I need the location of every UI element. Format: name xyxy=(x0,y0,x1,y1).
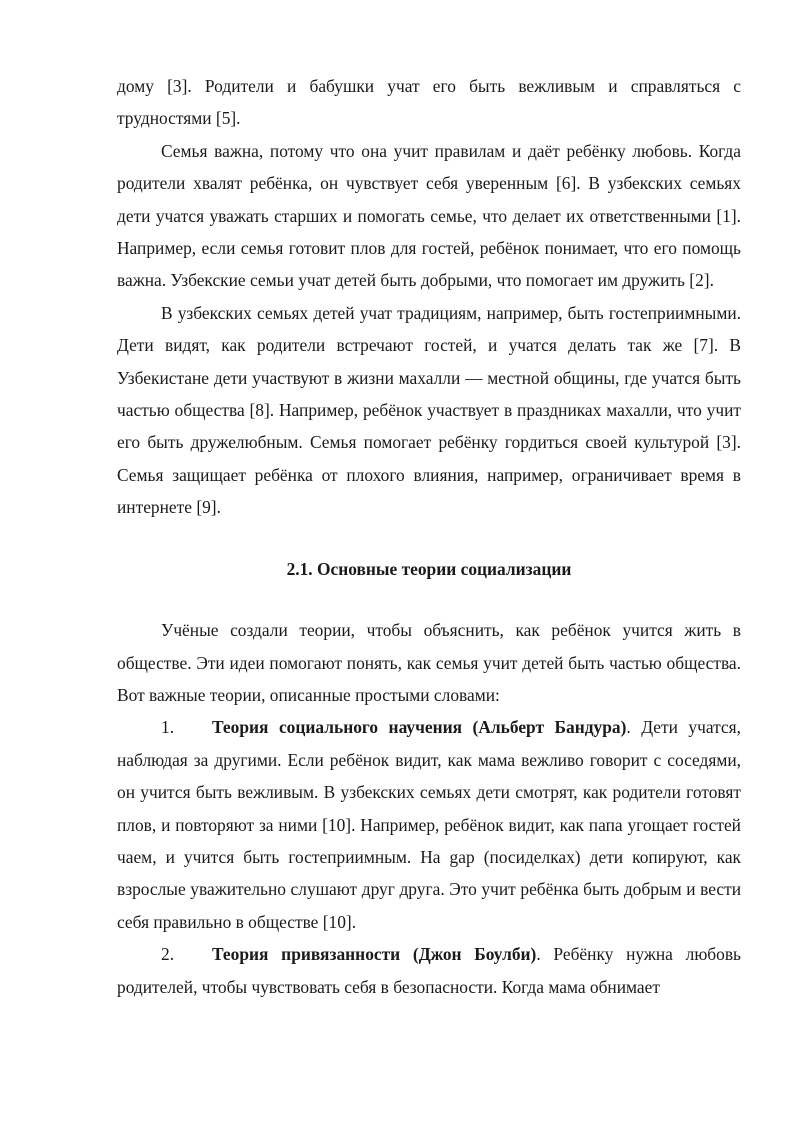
theory-text: . Ребёнку нужна любовь родителей, чтобы чувствовать себя в безопасности. Когда мама обнимает xyxy=(117,944,741,997)
section-heading: 2.1. Основные теории социализации xyxy=(286,558,572,579)
paragraph-continuation: дому [3]. Родители и бабушки учат его быть вежливым и справляться с трудностями [5]. xyxy=(117,76,741,129)
theory-item-social-learning xyxy=(117,711,741,938)
theory-item-attachment xyxy=(117,938,741,1003)
paragraph-intro: Учёные создали теории, чтобы объяснить, как ребёнок учится жить в обществе. Эти идеи помогают понять, как семья учит детей быть частью общества. Вот важные теории, описанные простыми словами: xyxy=(117,620,741,705)
theory-title: Теория привязанности (Джон Боулби) xyxy=(212,944,537,965)
theory-title: Теория социального научения (Альберт Бандура) xyxy=(212,717,627,738)
list-number: 1. xyxy=(161,717,175,738)
paragraph-traditions: В узбекских семьях детей учат традициям, например, быть гостеприимными. Дети видят, как родители встречают гостей, и учатся делать так же [7]. В Узбекистане дети участвуют в жизни махалли — местной общины, где учатся быть частью общества [8]. Например, ребёнок участвует в праздниках махалли, что учит его быть дружелюбным. Семья помогает ребёнку гордиться своей культурой [3]. Семья защищает ребёнка от плохого влияния, например, ограничивает время в интернете [9]. xyxy=(117,302,741,518)
theory-text: . Дети учатся, наблюдая за другими. Если ребёнок видит, как мама вежливо говорит с соседями, он учится быть вежливым. В узбекских семьях дети смотрят, как родители готовят плов, и повторяют за ними [10]. Например, ребёнок видит, как папа угощает гостей чаем, и учится быть гостеприимным. На gap (посиделках) дети копируют, как взрослые уважительно слушают друг друга. Это учит ребёнка быть добрым и вести себя правильно в обществе [10]. xyxy=(117,717,741,932)
paragraph-family-importance: Семья важна, потому что она учит правилам и даёт ребёнку любовь. Когда родители хвалят ребёнка, он чувствует себя уверенным [6]. В узбекских семьях дети учатся уважать старших и помогать семье, что делает их ответственными [1]. Например, если семья готовит плов для гостей, ребёнок понимает, что его помощь важна. Узбекские семьи учат детей быть добрыми, что помогает им дружить [2]. xyxy=(117,140,741,291)
list-number: 2. xyxy=(161,944,175,965)
